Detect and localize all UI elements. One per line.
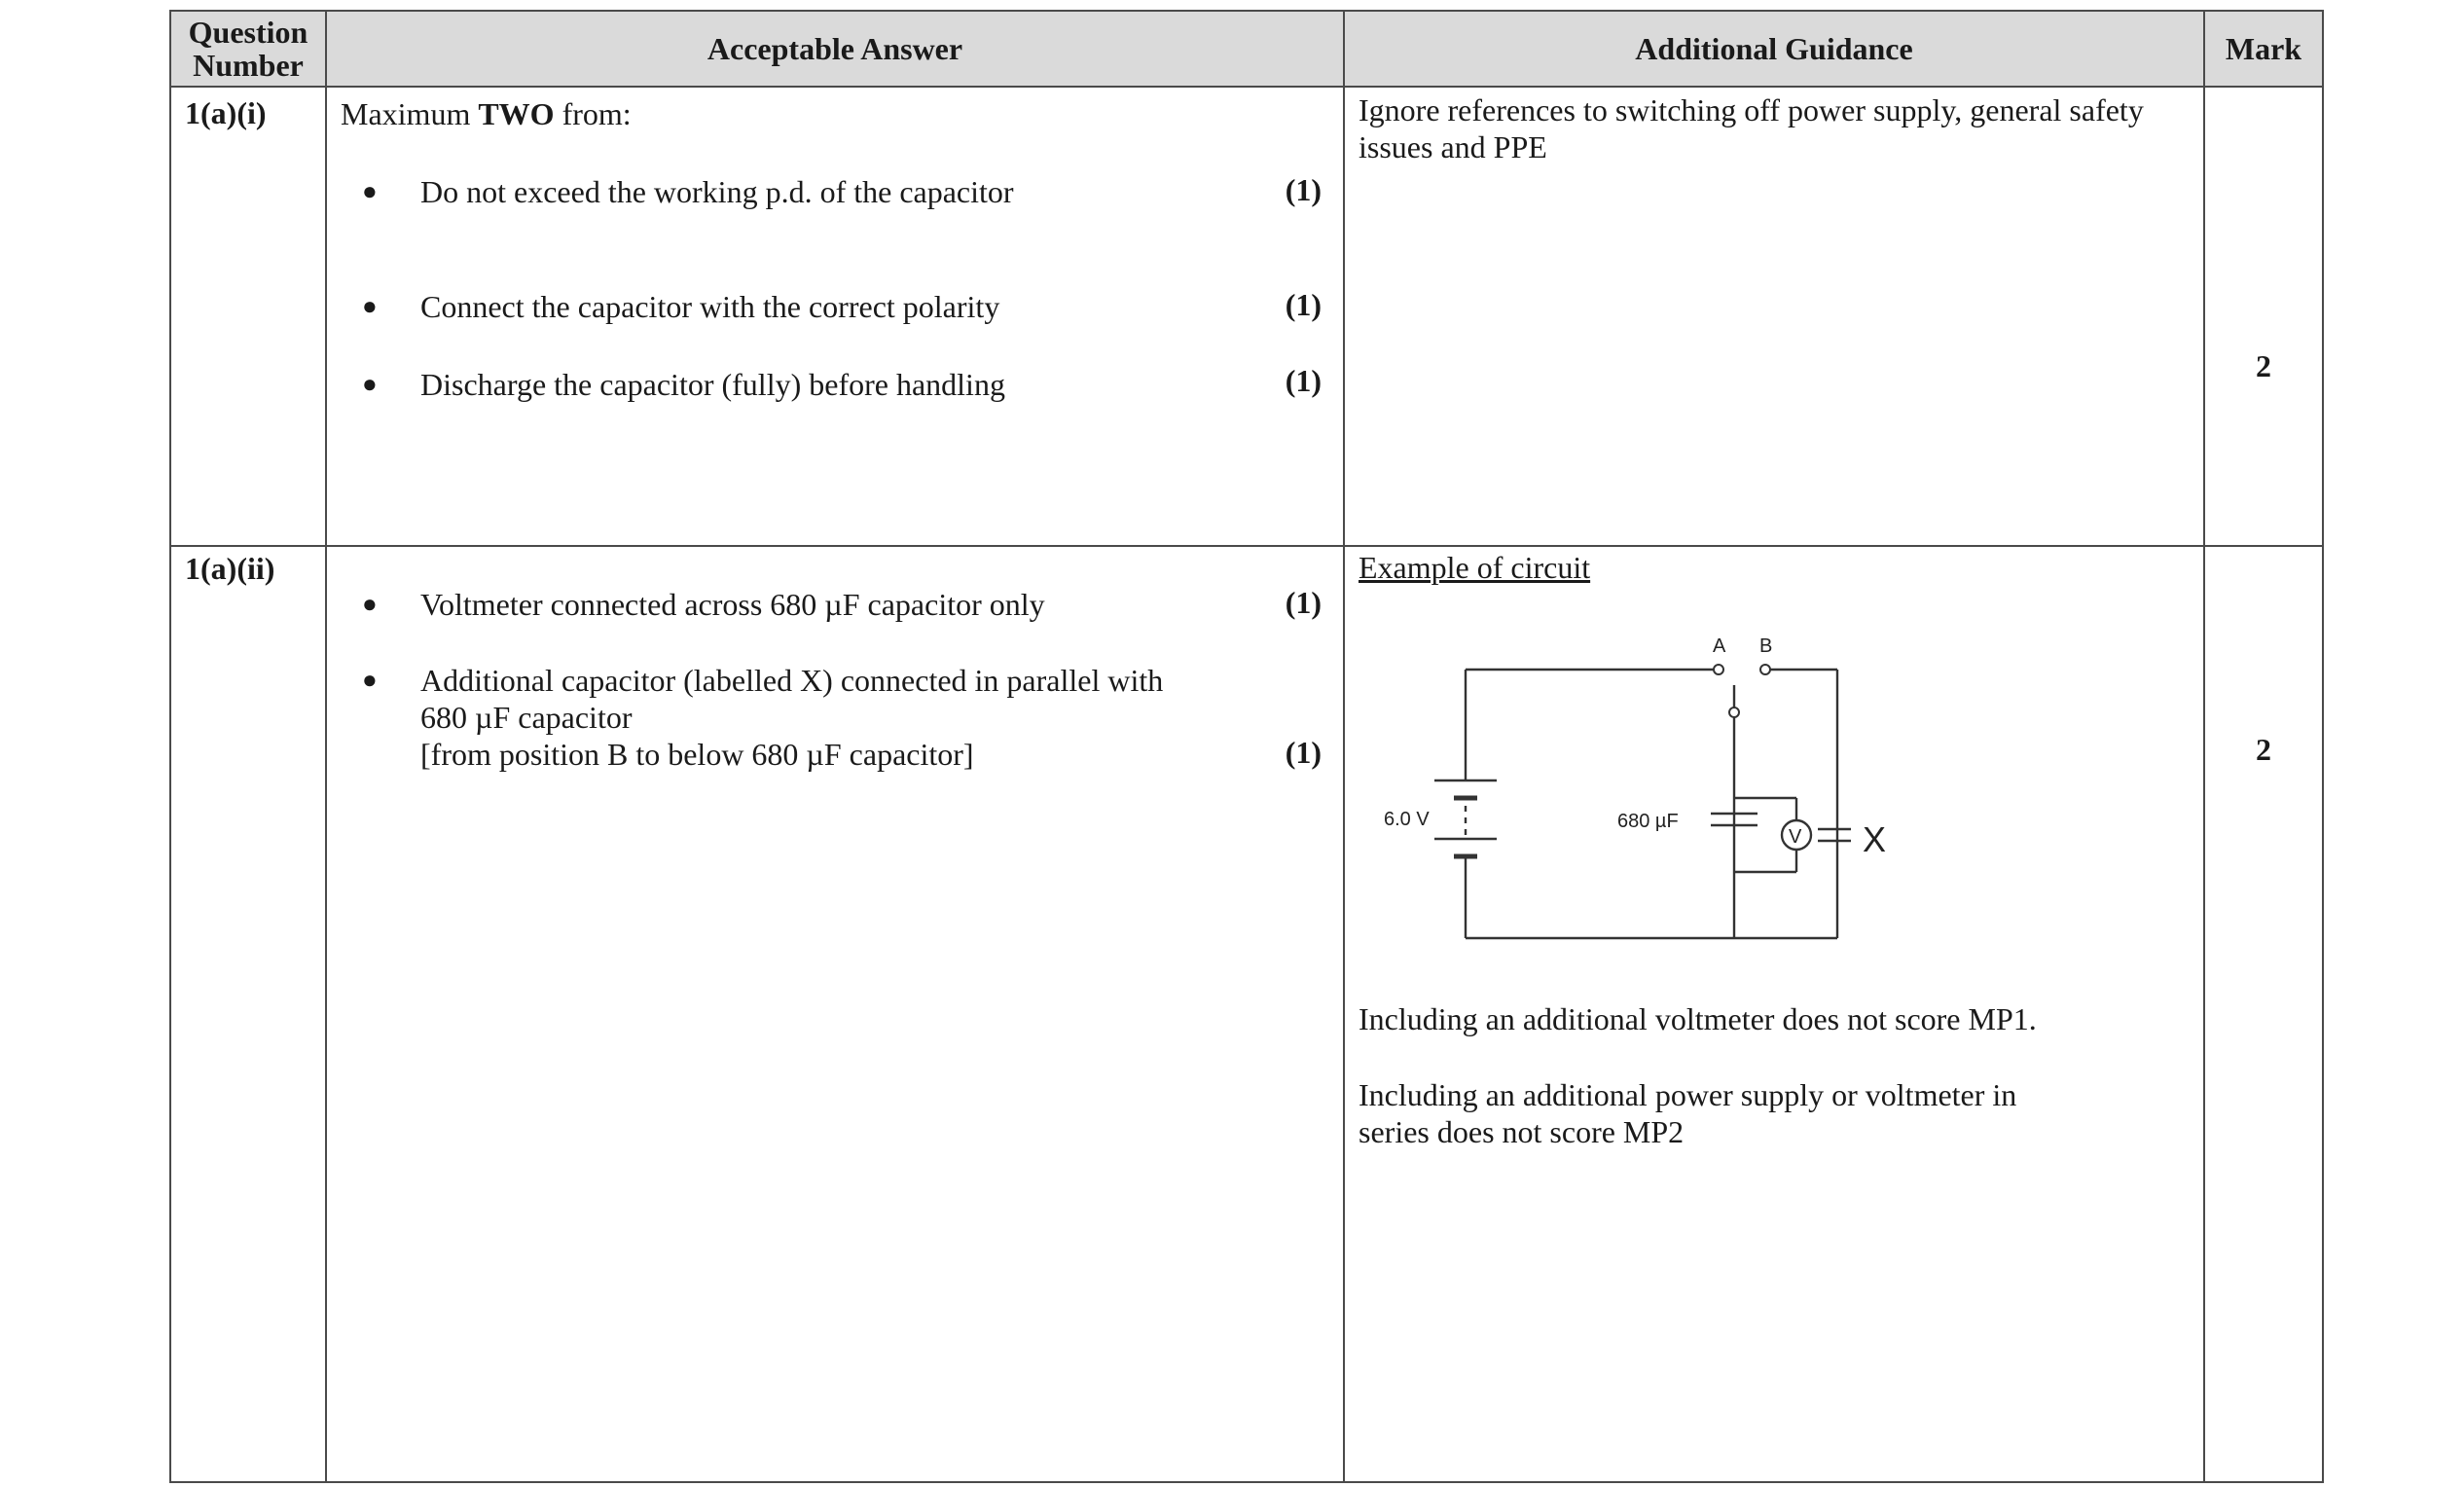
bullet-icon: ●: [362, 177, 378, 205]
answer-text: Connect the capacitor with the correct polarity: [420, 289, 1000, 324]
answer-text: Do not exceed the working p.d. of the capacitor: [420, 174, 1014, 209]
guidance-heading: Example of circuit: [1359, 550, 1591, 585]
guidance-line: Including an additional power supply or voltmeter in: [1359, 1077, 2017, 1112]
table-row: [170, 546, 2323, 1482]
table-row: [170, 87, 2323, 546]
acceptable-answer-cell: [326, 546, 1344, 1482]
intro-prefix: Maximum: [341, 96, 479, 131]
terminal-b: [1760, 665, 1770, 674]
extra-capacitor-label: X: [1863, 819, 1887, 859]
intro-suffix: from:: [554, 96, 632, 131]
header-question-number-text: Question Number: [188, 15, 308, 83]
additional-guidance-cell: [1344, 546, 2204, 1482]
answer-line: Additional capacitor (labelled X) connected in parallel with: [420, 663, 1164, 698]
supply-label: 6.0 V: [1384, 809, 1430, 830]
answer-text: Discharge the capacitor (fully) before handling: [420, 367, 1005, 402]
guidance-line: Including an additional voltmeter does not score MP1.: [1359, 1001, 2037, 1036]
header-mark: Mark: [2204, 11, 2323, 87]
answer-line: [from position B to below 680 µF capacitor]: [420, 737, 974, 772]
answer-mark: (1): [1285, 172, 1322, 207]
bullet-icon: ●: [362, 370, 378, 398]
circuit-svg: [1384, 635, 1851, 956]
answer-line: 680 µF capacitor: [420, 700, 633, 735]
guidance-line: issues and PPE: [1359, 129, 1547, 164]
answer-text: [420, 662, 1163, 773]
mark-cell: [2204, 87, 2323, 546]
total-mark: 2: [2256, 348, 2271, 383]
circuit-diagram: [1384, 635, 1887, 961]
answer-text: Voltmeter connected across 680 µF capacitor only: [420, 587, 1045, 622]
question-number-cell: [170, 546, 326, 1482]
mark-cell: [2204, 546, 2323, 1482]
answer-mark: (1): [1285, 585, 1322, 620]
intro-bold: TWO: [478, 96, 555, 131]
mark-scheme-table: [169, 10, 2324, 1483]
label-a: A: [1713, 635, 1726, 657]
switch-pivot: [1729, 707, 1739, 717]
question-number: 1(a)(ii): [185, 551, 275, 586]
header-acceptable-answer: Acceptable Answer: [326, 11, 1344, 87]
voltmeter-label: V: [1789, 826, 1802, 848]
guidance-line: series does not score MP2: [1359, 1114, 1685, 1149]
capacitor-label: 680 µF: [1617, 811, 1679, 832]
total-mark: 2: [2256, 732, 2271, 767]
answer-mark: (1): [1285, 363, 1322, 398]
question-number-cell: [170, 87, 326, 546]
guidance-line: Ignore references to switching off power supply, general safety: [1359, 92, 2144, 127]
header-question-number: [170, 11, 326, 87]
answer-mark: (1): [1285, 287, 1322, 322]
guidance-text: [1359, 91, 2144, 165]
guidance-note: [1359, 1076, 2016, 1150]
bullet-icon: ●: [362, 292, 378, 320]
header-row: [170, 11, 2323, 87]
label-b: B: [1759, 635, 1773, 657]
answer-mark: (1): [1285, 735, 1322, 770]
bullet-icon: ●: [362, 666, 378, 694]
terminal-a: [1714, 665, 1723, 674]
question-number: 1(a)(i): [185, 95, 267, 130]
guidance-note: [1359, 1000, 2037, 1037]
header-additional-guidance: Additional Guidance: [1344, 11, 2204, 87]
acceptable-answer-cell: [326, 87, 1344, 546]
additional-guidance-cell: [1344, 87, 2204, 546]
answer-intro: [341, 95, 632, 132]
bullet-icon: ●: [362, 590, 378, 618]
